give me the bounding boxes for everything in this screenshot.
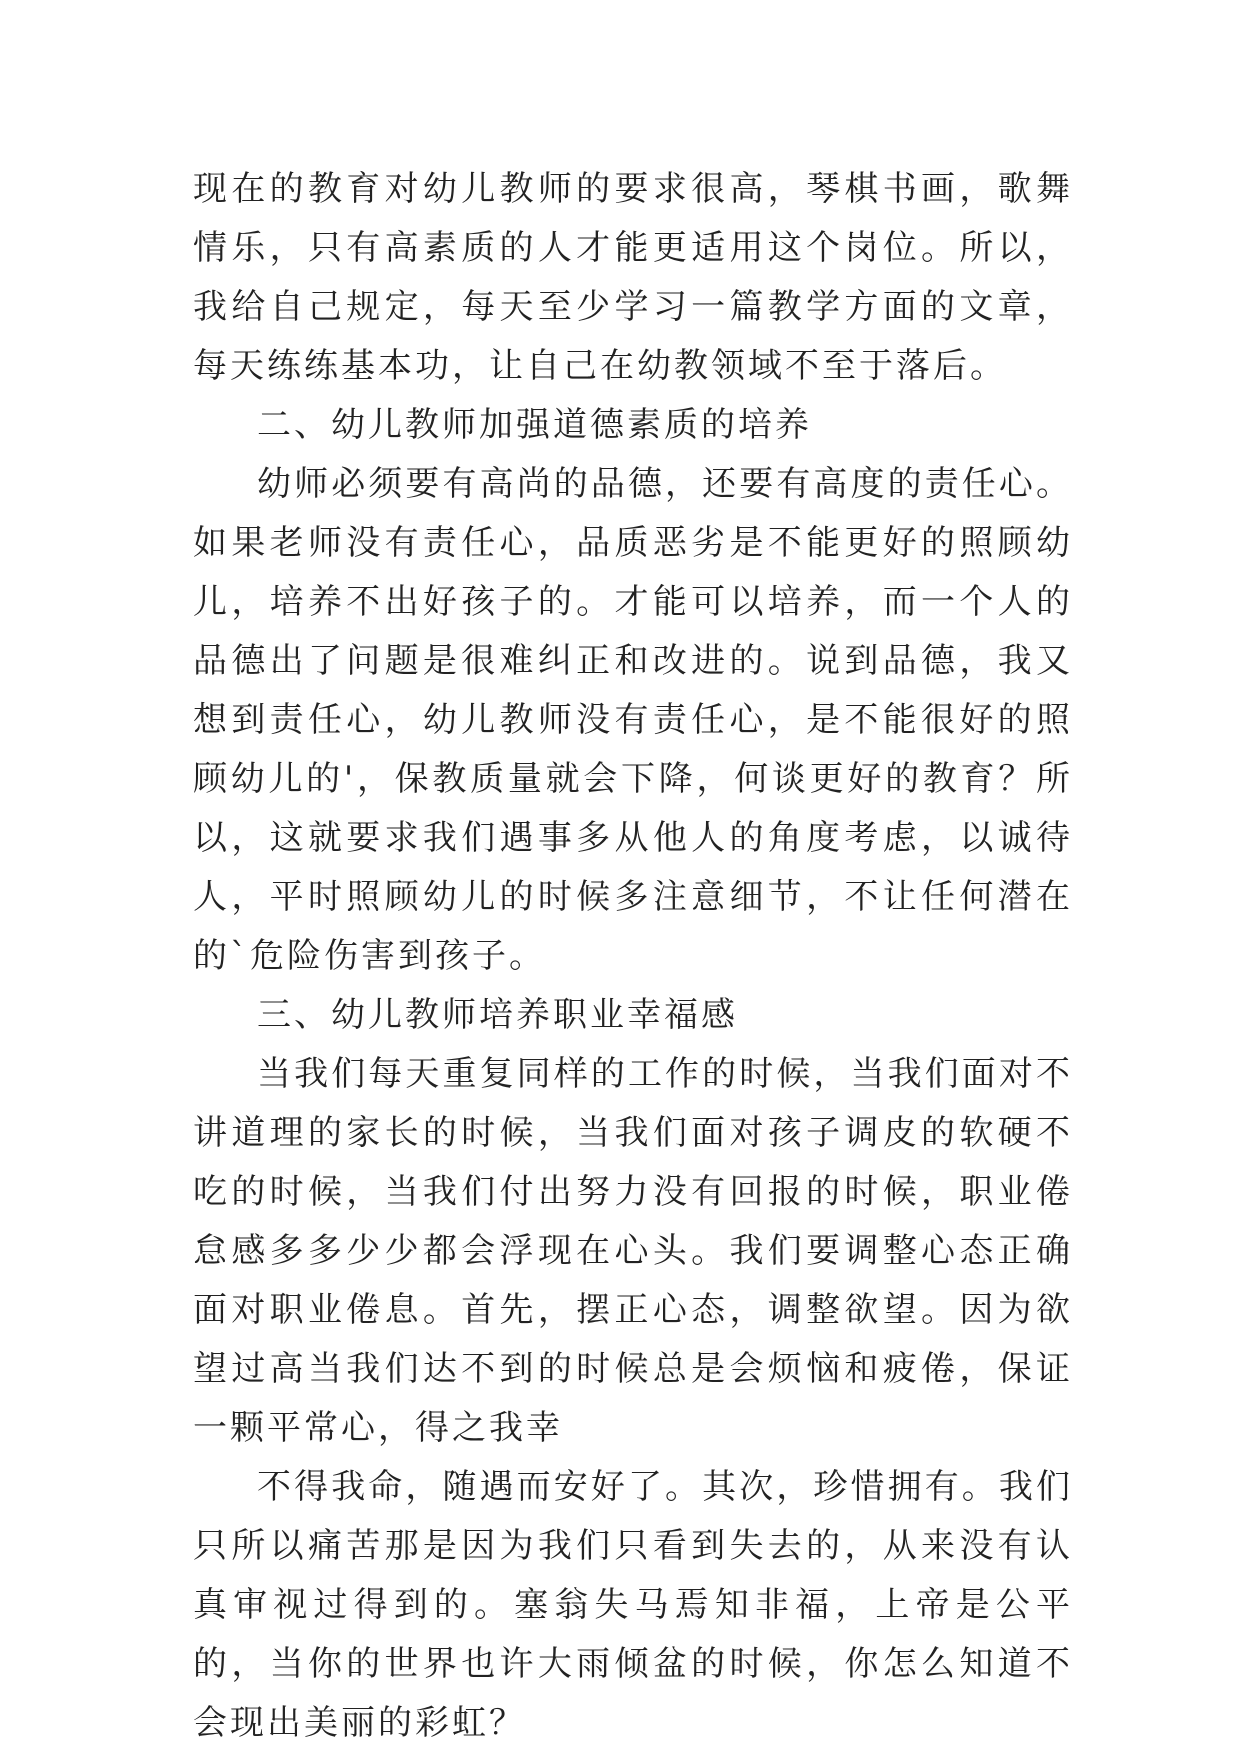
paragraph-moral: 幼师必须要有高尚的品德，还要有高度的责任心。如果老师没有责任心，品质恶劣是不能更好的照顾幼儿，培养不出好孩子的。才能可以培养，而一个人的品德出了问题是很难纠正和改进的。说到品德，我又想到责任心，幼儿教师没有责任心，是不能很好的照顾幼儿的'，保教质量就会下降，何谈更好的教育？所以，这就要求我们遇事多从他人的角度考虑，以诚待人，平时照顾幼儿的时候多注意细节，不让任何潜在的`危险伤害到孩子。	[193, 464, 1073, 976]
paragraph-happiness: 当我们每天重复同样的工作的时候，当我们面对不讲道理的家长的时候，当我们面对孩子调皮的软硬不吃的时候，当我们付出努力没有回报的时候，职业倦怠感多多少少都会浮现在心头。我们要调整心态正确面对职业倦息。首先，摆正心态，调整欲望。因为欲望过高当我们达不到的时候总是会烦恼和疲倦，保证一颗平常心，得之我幸	[193, 1054, 1073, 1448]
paragraph-intro: 现在的教育对幼儿教师的要求很高，琴棋书画，歌舞情乐，只有高素质的人才能更适用这个岗位。所以，我给自己规定，每天至少学习一篇教学方面的文章，每天练练基本功，让自己在幼教领域不至于落后。	[193, 169, 1073, 386]
section-heading-moral: 二、幼儿教师加强道德素质的培养	[257, 405, 812, 445]
document-body	[193, 160, 1073, 1753]
section-heading-happiness: 三、幼儿教师培养职业幸福感	[257, 995, 738, 1035]
paragraph-cherish: 不得我命，随遇而安好了。其次，珍惜拥有。我们只所以痛苦那是因为我们只看到失去的，从来没有认真审视过得到的。塞翁失马焉知非福，上帝是公平的，当你的世界也许大雨倾盆的时候，你怎么知道不会现出美丽的彩虹？	[193, 1467, 1073, 1743]
